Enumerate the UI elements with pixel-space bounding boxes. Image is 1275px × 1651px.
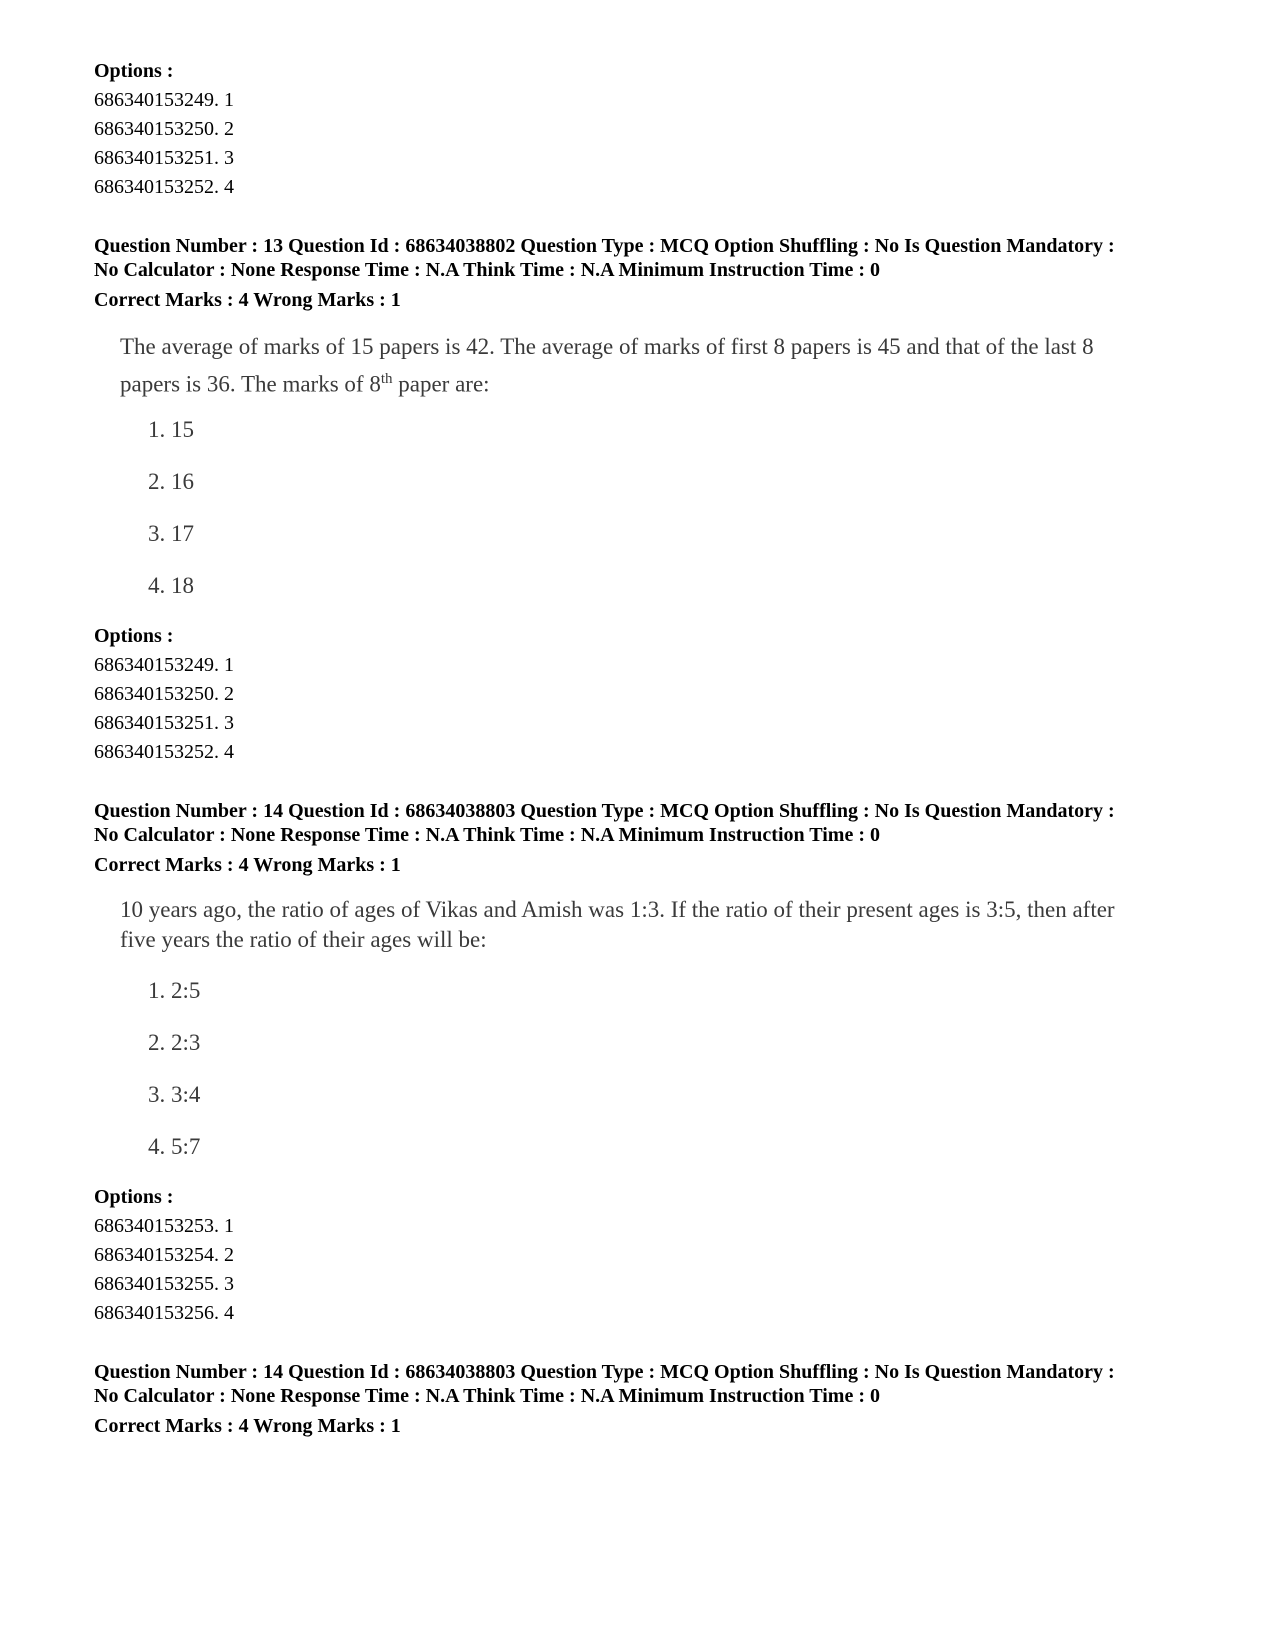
q14-question-text — [120, 895, 1170, 955]
q14-repeat-header — [94, 1360, 1194, 1441]
q14-marks: Correct Marks : 4 Wrong Marks : 1 — [94, 854, 401, 876]
q13-header-line2: No Calculator : None Response Time : N.A Think Time : N.A Minimum Instruction Time : 0 — [94, 259, 880, 281]
q14-options-block — [94, 1183, 1194, 1328]
option-item: 686340153255. 3 — [94, 1273, 234, 1295]
q13-options-block — [94, 622, 1194, 767]
q13-header — [94, 234, 1194, 315]
option-item: 686340153250. 2 — [94, 683, 234, 705]
options-label: Options : — [94, 625, 174, 647]
q13-choice-2: 2. 16 — [148, 469, 194, 494]
q13-question-text — [120, 330, 1170, 401]
option-item: 686340153251. 3 — [94, 712, 234, 734]
q13-marks: Correct Marks : 4 Wrong Marks : 1 — [94, 289, 401, 311]
q14-text-line1: 10 years ago, the ratio of ages of Vikas and Amish was 1:3. If the ratio of their present ages is 3:5, then after — [120, 897, 1115, 922]
option-item: 686340153253. 1 — [94, 1215, 234, 1237]
option-item: 686340153252. 4 — [94, 176, 234, 198]
q14-choice-4: 4. 5:7 — [148, 1134, 201, 1159]
q14-header-line1: Question Number : 14 Question Id : 68634038803 Question Type : MCQ Option Shuffling : No Is Question Mandatory : — [94, 800, 1115, 822]
q14-repeat-marks: Correct Marks : 4 Wrong Marks : 1 — [94, 1415, 401, 1437]
top-options-block — [94, 57, 1194, 202]
q14-header-line2: No Calculator : None Response Time : N.A Think Time : N.A Minimum Instruction Time : 0 — [94, 824, 880, 846]
q13-choice-1: 1. 15 — [148, 417, 194, 442]
q13-choice-4: 4. 18 — [148, 573, 194, 598]
q13-header-line1: Question Number : 13 Question Id : 68634038802 Question Type : MCQ Option Shuffling : No Is Question Mandatory : — [94, 235, 1115, 257]
q14-choice-3: 3. 3:4 — [148, 1082, 201, 1107]
options-label: Options : — [94, 1186, 174, 1208]
option-item: 686340153254. 2 — [94, 1244, 234, 1266]
q14-header — [94, 799, 1194, 880]
option-item: 686340153251. 3 — [94, 147, 234, 169]
q13-choice-3: 3. 17 — [148, 521, 194, 546]
q14-repeat-header-line2: No Calculator : None Response Time : N.A Think Time : N.A Minimum Instruction Time : 0 — [94, 1385, 880, 1407]
option-item: 686340153252. 4 — [94, 741, 234, 763]
q14-text-line2: five years the ratio of their ages will be: — [120, 927, 487, 952]
q13-text-line1: The average of marks of 15 papers is 42. The average of marks of first 8 papers is 45 and that of the last 8 — [120, 334, 1094, 359]
q14-repeat-header-line1: Question Number : 14 Question Id : 68634038803 Question Type : MCQ Option Shuffling : No Is Question Mandatory : — [94, 1361, 1115, 1383]
option-item: 686340153250. 2 — [94, 118, 234, 140]
options-label: Options : — [94, 60, 174, 82]
q14-choice-1: 1. 2:5 — [148, 978, 201, 1003]
option-item: 686340153256. 4 — [94, 1302, 234, 1324]
q13-text-line2: papers is 36. The marks of 8th paper are: — [120, 371, 490, 397]
option-item: 686340153249. 1 — [94, 89, 234, 111]
option-item: 686340153249. 1 — [94, 654, 234, 676]
q14-choice-2: 2. 2:3 — [148, 1030, 201, 1055]
